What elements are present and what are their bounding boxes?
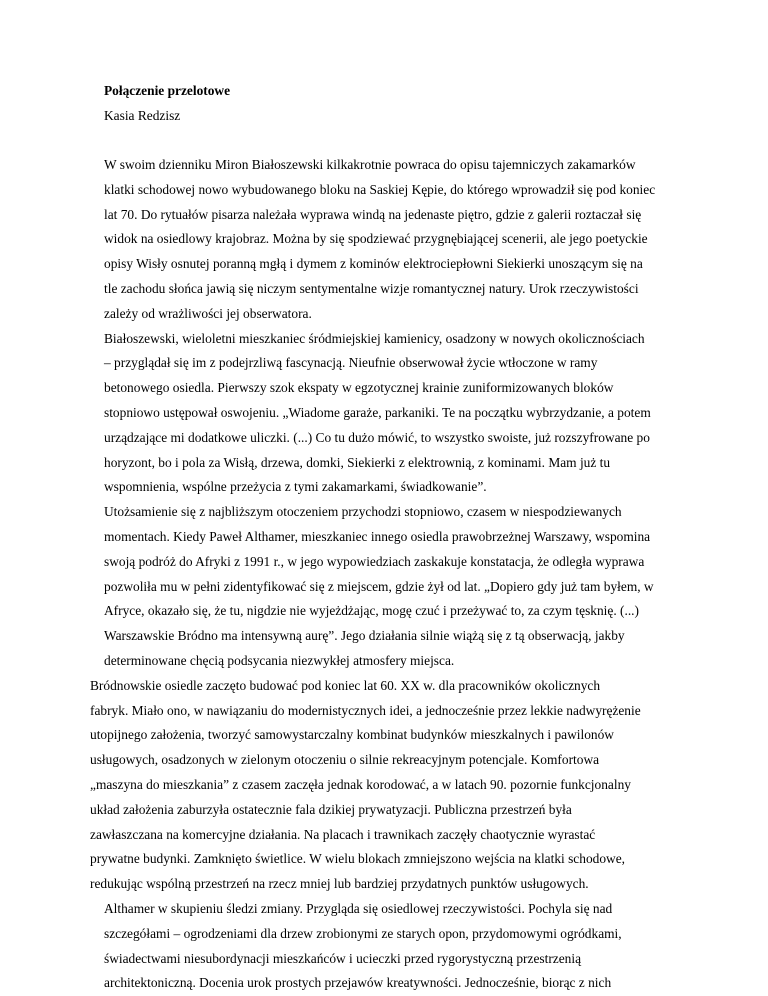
text-line: Warszawskie Bródno ma intensywną aurę”. Jego działania silnie wiążą się z tą obserwacją, jakby xyxy=(104,628,625,644)
text-line: momentach. Kiedy Paweł Althamer, mieszkaniec innego osiedla prawobrzeżnej Warszawy, wspomina xyxy=(104,528,651,544)
text-line: układ założenia zaburzyła ostatecznie fala dzikiej prywatyzacji. Publiczna przestrzeń była xyxy=(90,801,572,817)
text-line: W swoim dzienniku Miron Białoszewski kilkakrotnie powraca do opisu tajemniczych zakamarków xyxy=(104,157,636,172)
document-author: Kasia Redzisz xyxy=(104,108,181,123)
text-line: zawłaszczana na komercyjne działania. Na placach i trawnikach zaczęły chaotycznie wyrastać xyxy=(90,826,596,842)
text-line: tle zachodu słońca jawią się niczym sentymentalne wizje romantycznej natury. Urok rzeczywistości xyxy=(104,280,639,296)
document-body xyxy=(90,153,690,996)
paragraph xyxy=(90,327,690,501)
text-line: wspomnienia, wspólne przeżycia z tymi zakamarkami, świadkowanie”. xyxy=(104,479,487,495)
text-line: Afryce, okazało się, że tu, nigdzie nie wyjeżdżając, mogę czuć i przeżywać to, za czym tęsknię. (...) xyxy=(104,603,639,619)
text-line: Utożsamienie się z najbliższym otoczeniem przychodzi stopniowo, czasem w niespodziewanych xyxy=(104,504,622,520)
text-line: redukując wspólną przestrzeń na rzecz mniej lub bardziej przydatnych punktów usługowych. xyxy=(90,876,589,892)
text-line: architektoniczną. Docenia urok prostych przejawów kreatywności. Jednocześnie, biorąc z nich xyxy=(104,975,612,991)
text-line: swoją podróż do Afryki z 1991 r., w jego wypowiedziach zaskakuje konstatacja, że odległa wyprawa xyxy=(104,553,645,569)
text-line: Białoszewski, wieloletni mieszkaniec śródmiejskiej kamienicy, osadzony w nowych okolicznościach xyxy=(104,330,645,346)
text-line: prywatne budynki. Zamknięto świetlice. W wielu blokach zmniejszono wejścia na klatki schodowe, xyxy=(90,851,625,867)
paragraph xyxy=(90,674,690,897)
text-line: usługowych, osadzonych w zielonym otoczeniu o silnie rekreacyjnym potencjale. Komfortowa xyxy=(90,752,600,768)
text-line: lat 70. Do rytuałów pisarza należała wyprawa windą na jedenaste piętro, gdzie z galerii roztaczał się xyxy=(104,206,642,222)
paragraph xyxy=(90,500,690,674)
text-line: determinowane chęcią podsycania niezwykłej atmosfery miejsca. xyxy=(104,652,455,668)
text-line: pozwoliła mu w pełni zidentyfikować się z miejscem, gdzie żył od lat. „Dopiero gdy już tam byłem, w xyxy=(104,578,654,594)
text-line: fabryk. Miało ono, w nawiązaniu do modernistycznych idei, a jednocześnie przez lekkie nadwyrężenie xyxy=(90,702,641,718)
text-line: – przyglądał się im z podejrzliwą fascynacją. Nieufnie obserwował życie wtłoczone w ramy xyxy=(104,355,598,371)
text-line: klatki schodowej nowo wybudowanego bloku na Saskiej Kępie, do którego wprowadził się pod koniec xyxy=(104,181,656,197)
document-page xyxy=(90,78,690,996)
paragraph xyxy=(90,897,690,996)
text-line: Althamer w skupieniu śledzi zmiany. Przygląda się osiedlowej rzeczywistości. Pochyla się nad xyxy=(104,900,613,916)
text-line: zależy od wrażliwości jej obserwatora. xyxy=(104,305,312,321)
text-line: utopijnego założenia, tworzyć samowystarczalny kombinat budynków mieszkalnych i pawilonów xyxy=(90,727,614,743)
text-line: Bródnowskie osiedle zaczęto budować pod koniec lat 60. XX w. dla pracowników okolicznych xyxy=(90,677,601,693)
document-title: Połączenie przelotowe xyxy=(104,83,231,98)
text-line: szczegółami – ogrodzeniami dla drzew zrobionymi ze starych opon, przydomowymi ogródkami, xyxy=(104,925,622,941)
text-line: urządzające mi dodatkowe uliczki. (...) Co tu dużo mówić, to wszystko swoiste, już rozszyfrowane po xyxy=(104,429,650,445)
text-line: horyzont, bo i pola za Wisłą, drzewa, domki, Siekierki z elektrownią, z kominami. Mam już tu xyxy=(104,454,611,470)
text-line: opisy Wisły osnutej poranną mgłą i dymem z kominów elektrociepłowni Siekierki unoszącym się na xyxy=(104,256,643,272)
title-spacer xyxy=(90,128,690,153)
text-line: betonowego osiedla. Pierwszy szok ekspaty w egzotycznej krainie zuniformizowanych bloków xyxy=(104,380,614,396)
text-line: „maszyna do mieszkania” z czasem zaczęła jednak korodować, a w latach 90. pozornie funkcjonalny xyxy=(90,776,631,792)
paragraph xyxy=(90,153,690,327)
text-line: świadectwami niesubordynacji mieszkańców i ucieczki przed rygorystyczną przestrzenią xyxy=(104,950,582,966)
text-line: widok na osiedlowy krajobraz. Można by się spodziewać przygnębiającej scenerii, ale jego poetyckie xyxy=(104,231,648,247)
text-line: stopniowo ustępował oswojeniu. „Wiadome garaże, parkaniki. Te na początku wybrzydzanie, a potem xyxy=(104,404,651,420)
